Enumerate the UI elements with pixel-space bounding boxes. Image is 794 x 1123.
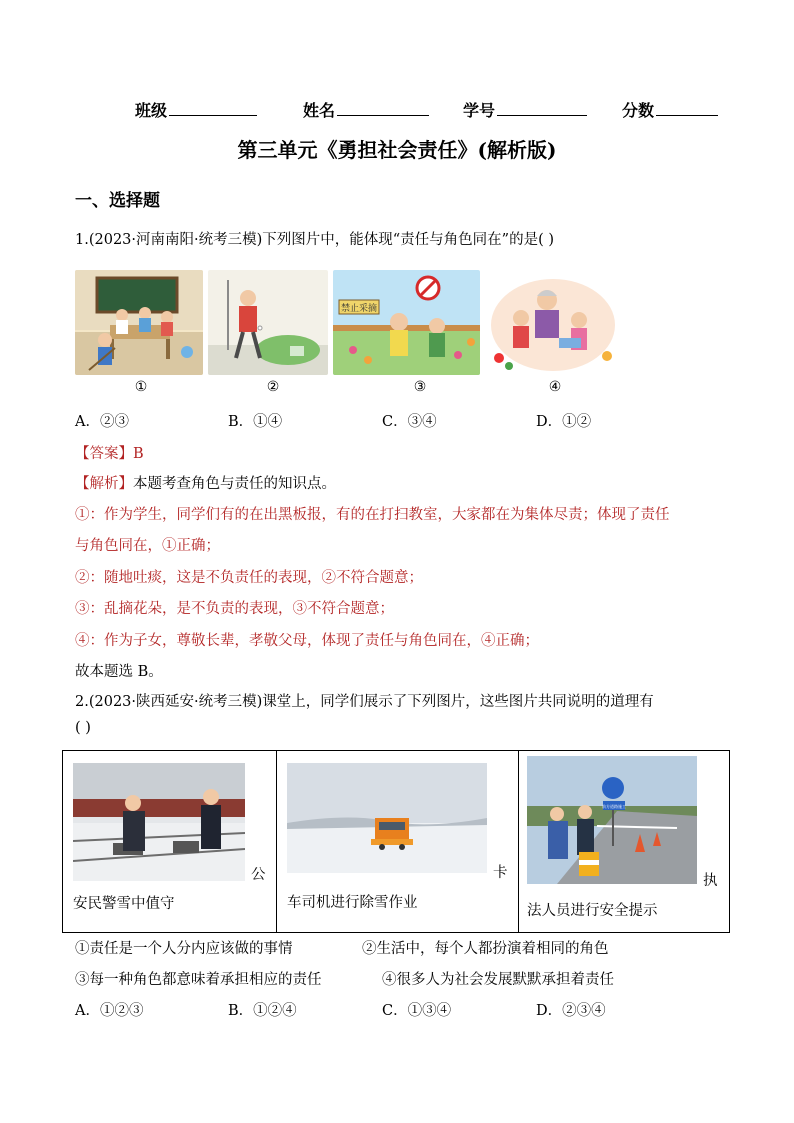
q1-option-c[interactable]: C．③④ (382, 414, 437, 430)
q1-picture-2 (208, 270, 328, 375)
table-cell-1 (63, 751, 277, 932)
statement-3: ③每一种角色都意味着承担相应的责任 (75, 972, 322, 988)
q1-picture-4 (485, 270, 621, 375)
q2-option-d[interactable]: D．②③④ (536, 1003, 606, 1019)
family-illustration (485, 270, 621, 375)
cell-1-caption: 安民警雪中值守 (73, 896, 175, 912)
score-field (622, 98, 718, 121)
cell-3-tail: 执 (703, 873, 718, 889)
snowplow-image (287, 763, 487, 873)
number-blank[interactable] (497, 99, 587, 116)
page-title: 第三单元《勇担社会责任》(解析版) (237, 138, 557, 162)
q1-answer (75, 442, 144, 463)
q1-explain-line-4: ③：乱摘花朵，是不负责的表现，③不符合题意； (75, 601, 394, 617)
answer-value: B (133, 446, 144, 462)
q2-option-a[interactable]: A．①②③ (75, 1003, 144, 1019)
pic-label-1: ① (134, 379, 148, 395)
spitting-illustration (208, 270, 328, 375)
student-number-field (463, 98, 587, 121)
pic-label-4: ④ (548, 379, 562, 395)
score-label: 分数 (622, 101, 655, 120)
class-label: 班级 (135, 101, 168, 120)
pic-label-3: ③ (413, 379, 427, 395)
snow-truck-photo (287, 763, 487, 873)
statement-2: ②生活中，每个人都扮演着相同的角色 (362, 941, 609, 957)
name-field (303, 98, 429, 121)
name-label: 姓名 (303, 101, 336, 120)
q2-stem-line-2: ( ) (75, 720, 91, 736)
score-blank[interactable] (656, 99, 718, 116)
q1-picture-3 (333, 270, 480, 375)
q1-explain-line-2: 与角色同在，①正确； (75, 538, 220, 554)
road-safety-photo (527, 756, 697, 884)
cell-3-caption: 法人员进行安全提示 (527, 903, 658, 919)
statement-1: ①责任是一个人分内应该做的事情 (75, 941, 293, 957)
railway-police-image (73, 763, 245, 881)
name-blank[interactable] (337, 99, 429, 116)
q1-explain-line-5: ④：作为子女，尊敬长辈，孝敬父母，体现了责任与角色同在，④正确； (75, 633, 539, 649)
road-warning-image (527, 756, 697, 884)
q1-explain-line-3: ②：随地吐痰，这是不负责任的表现，②不符合题意； (75, 570, 423, 586)
analysis-bracket: 【解析】 (75, 476, 133, 492)
no-picking-sign-text: 禁止采摘 (340, 304, 378, 314)
number-label: 学号 (463, 101, 496, 120)
police-snow-photo (73, 763, 245, 881)
cell-2-caption: 车司机进行除雪作业 (287, 895, 418, 911)
cell-1-tail: 公 (251, 867, 266, 883)
classroom-illustration (75, 270, 203, 375)
q1-option-a[interactable]: A．②③ (75, 414, 129, 430)
table-cell-3 (519, 751, 730, 932)
q2-picture-table (62, 750, 730, 933)
flower-picking-illustration (333, 270, 480, 375)
pic-label-2: ② (266, 379, 280, 395)
q1-conclusion: 故本题选 B。 (75, 664, 163, 680)
cell-2-tail: 卡 (493, 865, 508, 881)
answer-bracket: 【答案】 (75, 446, 133, 462)
table-cell-2 (277, 751, 519, 932)
q1-picture-1 (75, 270, 203, 375)
q2-option-c[interactable]: C．①③④ (382, 1003, 452, 1019)
class-field (135, 98, 257, 121)
analysis-text: 本题考查角色与责任的知识点。 (133, 476, 336, 492)
q2-stem-line-1: 2.(2023·陕西延安·统考三模)课堂上，同学们展示了下列图片，这些图片共同说明的道理有 (75, 694, 654, 710)
q1-option-d[interactable]: D．①② (536, 414, 592, 430)
q1-analysis (75, 472, 336, 493)
q2-option-b[interactable]: B．①②④ (228, 1003, 297, 1019)
class-blank[interactable] (169, 99, 257, 116)
section-heading: 一、选择题 (75, 191, 160, 211)
road-sign-text: 前方道路施工 (602, 804, 626, 809)
statement-4: ④很多人为社会发展默默承担着责任 (382, 972, 614, 988)
q1-explain-line-1: ①：作为学生，同学们有的在出黑板报，有的在打扫教室，大家都在为集体尽责；体现了责任 (75, 507, 670, 523)
q1-stem: 1.(2023·河南南阳·统考三模)下列图片中，能体现“责任与角色同在”的是( ) (75, 232, 555, 248)
q1-option-b[interactable]: B．①④ (228, 414, 283, 430)
